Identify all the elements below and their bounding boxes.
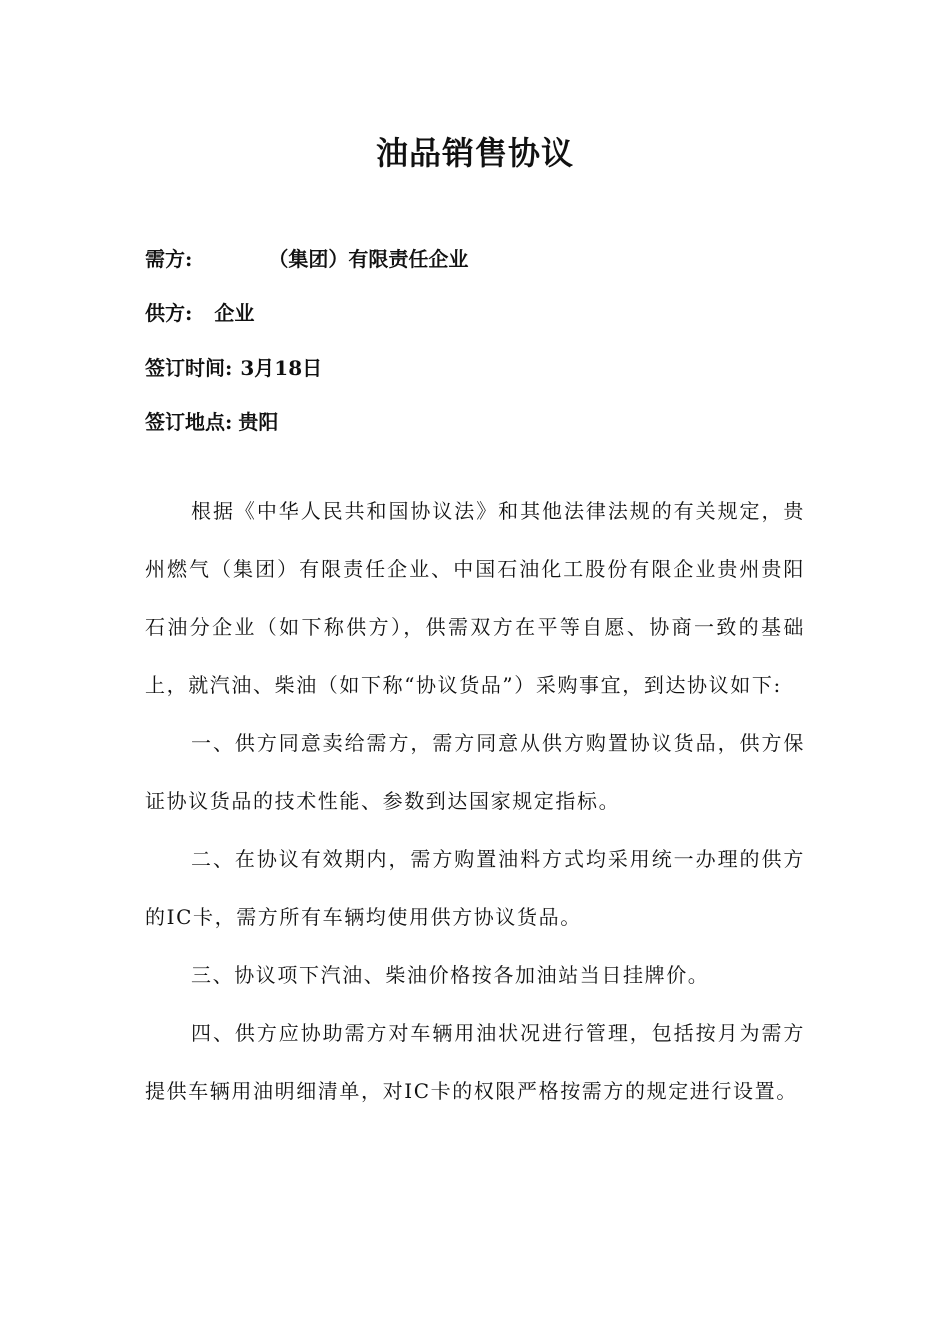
paragraph-clause-3: 三、协议项下汽油、柴油价格按各加油站当日挂牌价。 <box>191 963 710 987</box>
buyer-label: 需方: <box>145 247 193 271</box>
document-title: 油品销售协议 <box>375 134 574 172</box>
paragraph-clause-4: 四、供方应协助需方对车辆用油状况进行管理，包括按月为需方提供车辆用油明细清单，对IC卡的权限严格按需方的规定进行设置。 <box>145 1021 805 1103</box>
sign-place-label: 签订地点: <box>145 410 233 434</box>
paragraph-clause-1: 一、供方同意卖给需方，需方同意从供方购置协议货品，供方保证协议货品的技术性能、参数到达国家规定指标。 <box>145 731 805 813</box>
buyer-line <box>145 247 468 271</box>
supplier-label: 供方: <box>145 301 193 325</box>
buyer-value: （集团）有限责任企业 <box>268 247 469 271</box>
sign-time-label: 签订时间: <box>145 356 233 380</box>
sign-place-line <box>145 410 278 434</box>
agreement-body <box>145 482 805 1120</box>
paragraph-preamble: 根据《中华人民共和国协议法》和其他法律法规的有关规定，贵州燃气（集团）有限责任企业、中国石油化工股份有限企业贵州贵阳石油分企业（如下称供方），供需双方在平等自愿、协商一致的基础上，就汽油、柴油（如下称“协议货品”）采购事宜，到达协议如下: <box>145 499 805 697</box>
sign-place-value: 贵阳 <box>238 410 279 434</box>
supplier-line <box>145 301 254 325</box>
supplier-value: 企业 <box>214 301 255 325</box>
sign-time-line <box>145 356 322 380</box>
sign-time-value: 3月18日 <box>240 356 323 380</box>
paragraph-clause-2: 二、在协议有效期内，需方购置油料方式均采用统一办理的供方的IC卡，需方所有车辆均使用供方协议货品。 <box>145 847 805 929</box>
